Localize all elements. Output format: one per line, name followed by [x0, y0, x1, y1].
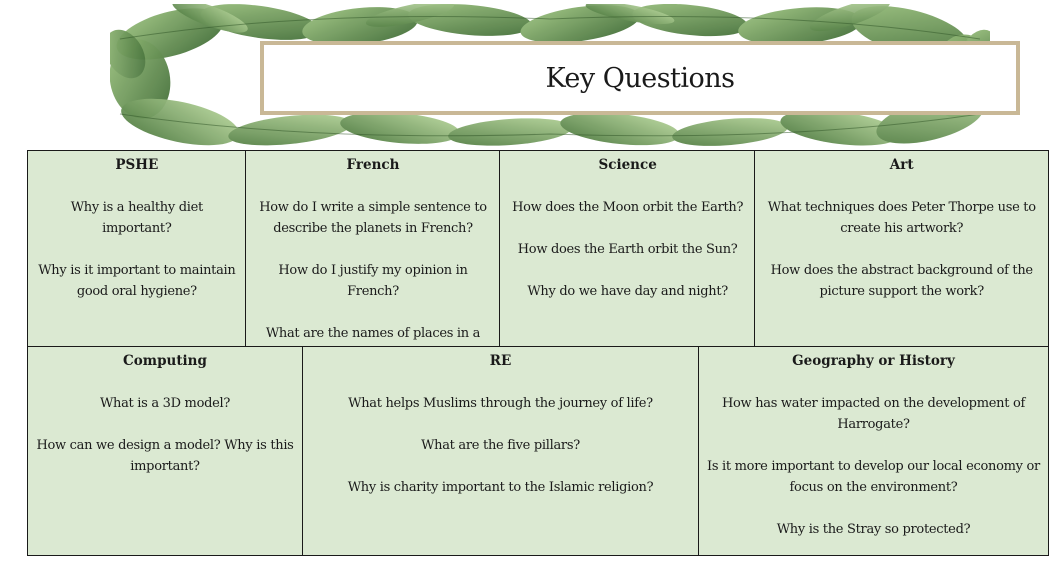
- question: How does the Earth orbit the Sun?: [517, 242, 738, 257]
- question: How do I write a simple sentence to describe the planets in French?: [259, 200, 487, 236]
- page-title: Key Questions: [545, 62, 735, 94]
- subject-heading: PSHE: [115, 157, 159, 173]
- title-frame: [260, 41, 1020, 115]
- question: Why do we have day and night?: [527, 284, 728, 299]
- question: What techniques does Peter Thorpe use to create his artwork?: [767, 200, 1036, 236]
- question: Why is charity important to the Islamic religion?: [347, 479, 654, 495]
- subject-cell-art: [754, 150, 1049, 348]
- subject-cell-geography-history: [698, 346, 1049, 557]
- question: How does the Moon orbit the Earth?: [512, 200, 744, 215]
- subject-cell-computing: [27, 346, 303, 557]
- question: Why is the Stray so protected?: [776, 521, 971, 537]
- subject-heading: RE: [489, 352, 512, 369]
- question: How do I justify my opinion in French?: [278, 263, 468, 299]
- header-banner: [110, 4, 990, 146]
- subject-cell-re: [302, 346, 700, 557]
- subject-heading: Science: [598, 157, 657, 173]
- question: How has water impacted on the development of Harrogate?: [721, 395, 1025, 432]
- question: Is it more important to develop our local economy or focus on the environment?: [707, 458, 1040, 495]
- subject-cell-science: [499, 150, 756, 348]
- subject-heading: French: [346, 157, 400, 173]
- question: What are the names of places in a: [265, 326, 481, 341]
- question: Why is a healthy diet important?: [70, 200, 203, 236]
- question: What helps Muslims through the journey of life?: [348, 395, 653, 411]
- top-row: [27, 150, 1049, 348]
- question: Why is it important to maintain good oral hygiene?: [38, 263, 236, 299]
- question: What are the five pillars?: [421, 437, 580, 453]
- question: How can we design a model? Why is this important?: [36, 437, 294, 474]
- question: What is a 3D model?: [99, 395, 231, 411]
- subject-heading: Computing: [123, 352, 207, 369]
- question: How does the abstract background of the picture support the work?: [770, 263, 1033, 299]
- subject-heading: Geography or History: [792, 352, 955, 369]
- subject-cell-french: [245, 150, 501, 348]
- subject-cell-pshe: [27, 150, 247, 348]
- bottom-row: [27, 347, 1049, 556]
- subject-heading: Art: [889, 157, 914, 173]
